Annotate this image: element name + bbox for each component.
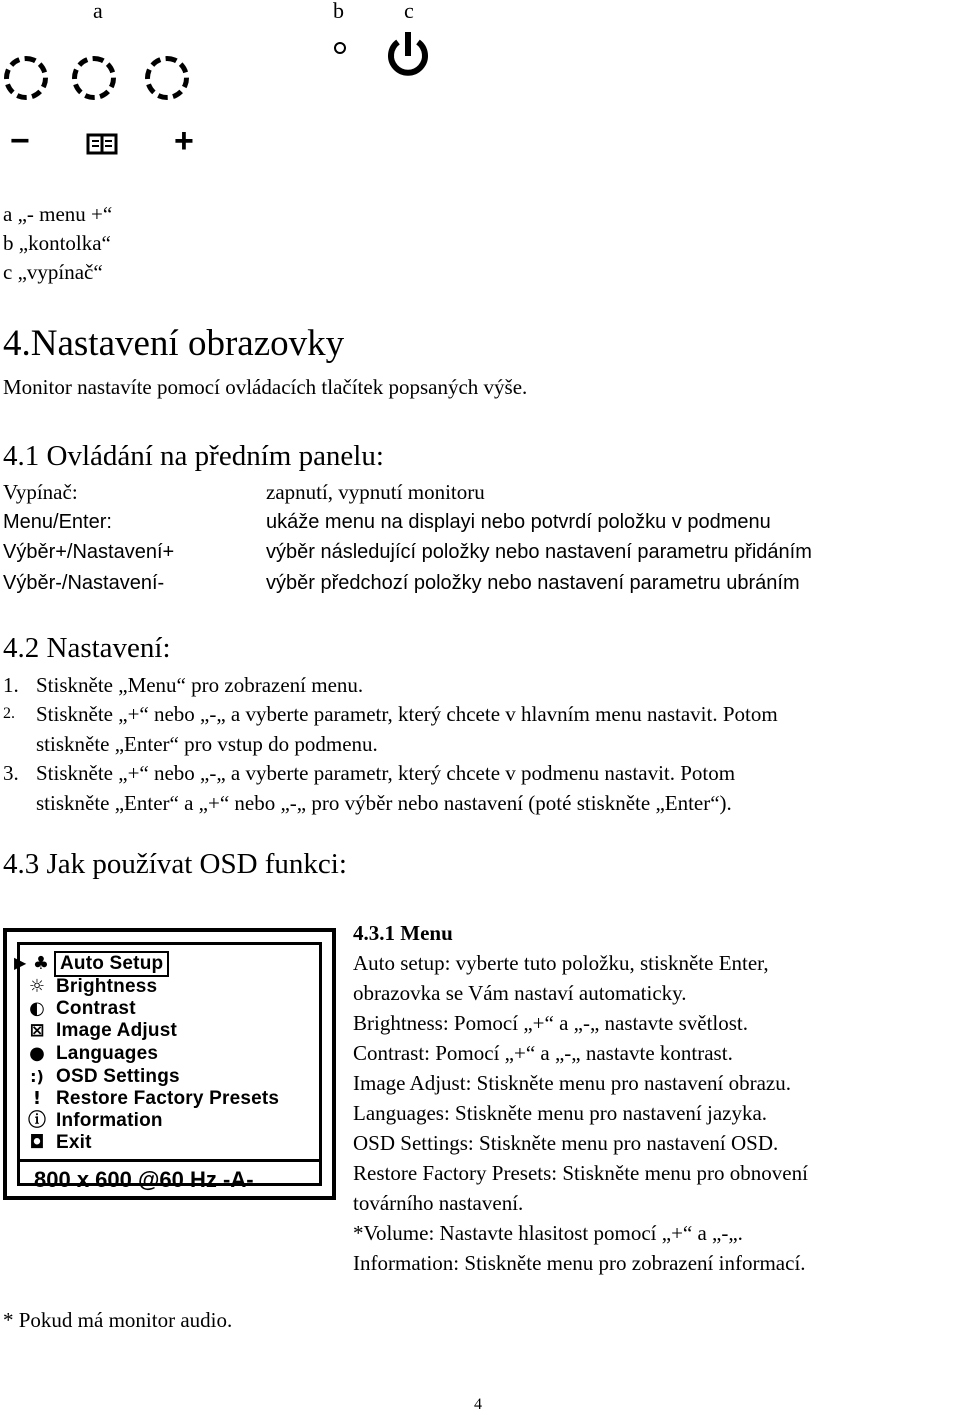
control-name: Menu/Enter:	[3, 511, 112, 533]
legend-b: b „kontolka“	[3, 231, 111, 255]
desc-line: Auto setup: vyberte tuto položku, stiskněte Enter,	[353, 951, 769, 975]
restore-icon: !	[32, 1088, 42, 1109]
legend-c: c „vypínač“	[3, 260, 103, 284]
desc-line: Brightness: Pomocí „+“ a „-„ nastavte světlost.	[353, 1011, 749, 1035]
control-desc: zapnutí, vypnutí monitoru	[266, 480, 485, 504]
auto-setup-icon: ♣	[32, 953, 50, 974]
control-name: Výběr-/Nastavení-	[3, 572, 165, 594]
osd-divider	[20, 1159, 319, 1162]
label-b: b	[333, 0, 344, 23]
step-text: Stiskněte „Menu“ pro zobrazení menu.	[36, 673, 364, 697]
desc-line: obrazovka se Vám nastaví automaticky.	[353, 981, 687, 1005]
selection-arrow-icon: ▶	[14, 953, 27, 972]
image-adjust-icon: ⊠	[29, 1020, 45, 1041]
label-c: c	[404, 0, 414, 23]
control-desc: ukáže menu na displayi nebo potvrdí položku v podmenu	[266, 511, 771, 533]
osd-resolution: 800 x 600 @60 Hz -A-	[34, 1167, 254, 1192]
subsection-title: 4.2 Nastavení:	[3, 632, 171, 664]
brightness-icon: ☼	[28, 976, 46, 997]
subsection-title: 4.1 Ovládání na předním panelu:	[3, 440, 384, 472]
menu-subtitle: 4.3.1 Menu	[353, 921, 453, 945]
led-indicator-icon	[334, 42, 346, 54]
osd-item-restore-factory-presets: Restore Factory Presets	[56, 1088, 280, 1109]
menu-description-block	[353, 918, 953, 1278]
osd-item-information: Information	[56, 1110, 163, 1131]
osd-settings-icon: :)	[30, 1067, 44, 1086]
page-number: 4	[474, 1396, 482, 1413]
step-number: 3.	[3, 761, 19, 785]
step-text: stiskněte „Enter“ a „+“ nebo „-„ pro výběr nebo nastavení (poté stiskněte „Enter“).	[36, 791, 732, 815]
power-icon	[386, 30, 430, 80]
control-name: Výběr+/Nastavení+	[3, 541, 175, 563]
power-ring-icon	[72, 56, 116, 100]
osd-menu-illustration	[3, 928, 336, 1200]
osd-item-languages: Languages	[56, 1043, 159, 1064]
step-number: 1.	[3, 673, 19, 697]
power-ring-icon	[145, 56, 189, 100]
power-ring-icon	[4, 56, 48, 100]
desc-line: OSD Settings: Stiskněte menu pro nastavení OSD.	[353, 1131, 779, 1155]
desc-line: Restore Factory Presets: Stiskněte menu pro obnovení	[353, 1161, 808, 1185]
desc-line: továrního nastavení.	[353, 1191, 524, 1215]
osd-item-auto-setup: Auto Setup	[54, 951, 169, 977]
osd-item-brightness: Brightness	[56, 976, 158, 997]
step-number: 2.	[3, 705, 15, 722]
section-title: 4.Nastavení obrazovky	[3, 323, 345, 364]
osd-item-exit: Exit	[56, 1132, 92, 1153]
osd-item-osd-settings: OSD Settings	[56, 1066, 180, 1087]
desc-line: *Volume: Nastavte hlasitost pomocí „+“ a „-„.	[353, 1221, 743, 1245]
plus-button[interactable]: +	[174, 122, 194, 160]
exit-icon: ◘	[29, 1132, 45, 1153]
osd-item-contrast: Contrast	[56, 998, 136, 1019]
minus-button[interactable]: −	[10, 122, 30, 160]
step-text: stiskněte „Enter“ pro vstup do podmenu.	[36, 732, 378, 756]
information-icon: ⓘ	[28, 1110, 46, 1131]
section-intro: Monitor nastavíte pomocí ovládacích tlačítek popsaných výše.	[3, 375, 528, 399]
desc-line: Languages: Stiskněte menu pro nastavení jazyka.	[353, 1101, 768, 1125]
step-text: Stiskněte „+“ nebo „-„ a vyberte parametr, který chcete v hlavním menu nastavit. Potom	[36, 702, 778, 726]
desc-line: Contrast: Pomocí „+“ a „-„ nastavte kontrast.	[353, 1041, 733, 1065]
desc-line: Information: Stiskněte menu pro zobrazení informací.	[353, 1251, 806, 1275]
contrast-icon: ◐	[29, 998, 45, 1019]
label-a: a	[93, 0, 103, 23]
control-desc: výběr předchozí položky nebo nastavení parametru ubráním	[266, 572, 800, 594]
control-name: Vypínač:	[3, 480, 78, 504]
control-desc: výběr následující položky nebo nastavení parametru přidáním	[266, 541, 812, 563]
languages-icon: ●	[29, 1043, 45, 1064]
menu-book-icon[interactable]	[86, 133, 118, 155]
osd-item-image-adjust: Image Adjust	[56, 1020, 177, 1041]
step-text: Stiskněte „+“ nebo „-„ a vyberte parametr, který chcete v podmenu nastavit. Potom	[36, 761, 736, 785]
legend-a: a „- menu +“	[3, 202, 113, 226]
subsection-title: 4.3 Jak používat OSD funkci:	[3, 848, 347, 880]
desc-line: Image Adjust: Stiskněte menu pro nastavení obrazu.	[353, 1071, 791, 1095]
footnote: * Pokud má monitor audio.	[3, 1308, 233, 1332]
